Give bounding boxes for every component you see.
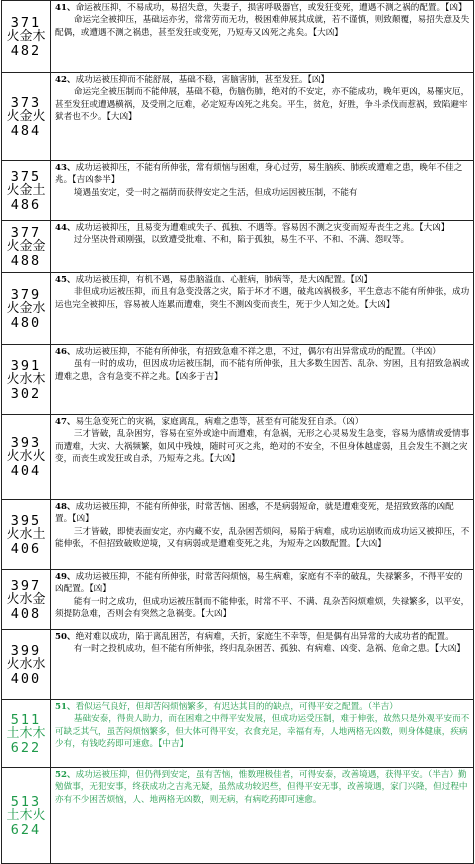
description-cell <box>51 630 474 700</box>
detail-paragraph: 三才皆破，即使表面安定，亦内藏不安，乱杂困苦烦闷，易陷于病难，成功运崩败而成功运又被抑压，不能伸张，不但招致破败逆境，又有病弱或是遭难变死之兆，为短寿之凶数配置。【大凶】 <box>55 526 470 550</box>
description-cell <box>51 500 474 570</box>
summary-paragraph <box>55 2 470 14</box>
summary-text: 看似运气良好，但却苦闷烦恼繁多，有迟达其目的的缺点，可得平安之配置。（半吉） <box>75 702 398 712</box>
summary-text: 易生急变死亡的灾祸，家庭离乱，病难之患等，甚至有可能发狂自杀。（凶） <box>75 417 364 427</box>
code-top: 399 <box>10 642 42 659</box>
description-cell <box>51 273 474 345</box>
item-number: 51、 <box>55 702 76 712</box>
number-combo-cell <box>2 1 51 73</box>
item-number: 48、 <box>55 502 76 512</box>
code-top: 397 <box>10 577 42 594</box>
detail-paragraph: 三才皆破，乱杂困穷，容易在室外或途中而遭难，有急祸，无形之心灵易发生急变，容易为感情或爱情事而遭难，大灾、大祸频繁，如风中残烛，随时可灭之兆，绝对的不安全，不但身体越虚弱，且会发生不测之灾变，而丧生或发狂或自杀，乃短寿之兆。【大凶】 <box>55 429 470 465</box>
element-name: 火金木 <box>6 28 46 44</box>
code-top: 513 <box>10 793 42 810</box>
item-number: 43、 <box>55 163 76 173</box>
summary-text: 成功运被压抑，有机不遇，易患脑溢血、心脏病，肺病等，是大凶配置。【凶】 <box>75 275 373 285</box>
code-top: 371 <box>10 14 42 31</box>
number-combo-cell <box>2 273 51 345</box>
summary-text: 成功运被压抑，不能有所伸张，时常苦闷烦恼，易生病难，家庭有不幸的破乱，失禄繁多，不得平安的凶配置。【凶】 <box>55 572 463 595</box>
summary-paragraph <box>55 631 470 643</box>
summary-paragraph <box>55 222 470 234</box>
code-top: 391 <box>10 357 42 374</box>
code-bottom: 404 <box>10 463 42 479</box>
description-cell <box>51 700 474 768</box>
description-cell <box>51 570 474 630</box>
summary-text: 命运被压抑，不易成功，易招失意，失妻子，损害呼吸器官，或发狂变死，遭遇不测之祸的配置。【凶】 <box>75 3 467 13</box>
table-row <box>2 273 474 345</box>
summary-paragraph <box>55 416 470 428</box>
number-combo-cell <box>2 570 51 630</box>
summary-text: 成功运被压抑而不能舒展，基础不稳，害脑害肺，甚至发狂。【凶】 <box>75 75 330 85</box>
code-top: 377 <box>10 224 42 241</box>
description-cell <box>51 768 474 864</box>
fortune-table <box>1 0 474 864</box>
code-top: 375 <box>10 168 42 185</box>
number-combo-cell <box>2 221 51 273</box>
summary-text: 绝对难以成功，陷于离乱困苦，有病难，夭折，家庭生不幸等，但是偶有出异常的大成功者的配置。 <box>75 632 454 642</box>
description-cell <box>51 345 474 415</box>
item-number: 42、 <box>55 75 76 85</box>
summary-text: 成功运被压抑，不能有所伸张，有招致急难不祥之患，不过，偶尔有出异常成功的配置。（半凶） <box>75 347 441 357</box>
number-combo-cell <box>2 768 51 864</box>
code-bottom: 406 <box>10 540 42 557</box>
detail-paragraph: 过分坚决骨顽刚强，以致遭受批难、不和，陷于孤独，易生不平、不和、不满、怨叹等。 <box>73 235 410 246</box>
number-combo-cell <box>2 700 51 768</box>
item-number: 52、 <box>55 770 76 780</box>
table-row <box>2 345 474 415</box>
number-combo-cell <box>2 161 51 221</box>
summary-text: 成功运被压抑，但仍得到安定，虽有苦恼，惟数理极佳者，可得安泰，改善境遇，获得平安。（半吉）勤勉做事，无犯安事，终获成功之吉兆无疑，虽然成功较迟些，但得平安无事，改善境遇，家门兴隆，但过程中亦有不少困苦烦恼，人、地两格无凶数，则无病，有病吃药即可速愈。 <box>55 770 468 805</box>
element-name: 火金火 <box>6 108 46 124</box>
summary-text: 成功运被抑压，不能有所伸张，常有烦恼与困难，身心过劳，易生脑疾、肺疾或遭难之患，晚年不佳之兆。【吉凶参半】 <box>55 163 463 186</box>
description-cell <box>51 73 474 161</box>
table-row <box>2 73 474 161</box>
code-bottom: 302 <box>10 385 42 402</box>
element-name: 火水水 <box>6 656 46 672</box>
code-bottom: 480 <box>10 314 42 331</box>
description-cell <box>51 1 474 73</box>
code-bottom: 624 <box>10 821 42 838</box>
code-top: 395 <box>10 512 42 529</box>
table-row <box>2 1 474 73</box>
summary-paragraph <box>55 501 470 526</box>
number-combo-cell <box>2 345 51 415</box>
number-combo-cell <box>2 630 51 700</box>
summary-paragraph <box>55 74 470 86</box>
description-cell <box>51 161 474 221</box>
table-row <box>2 221 474 273</box>
element-name: 土木木 <box>6 725 46 741</box>
table-row <box>2 700 474 768</box>
table-row <box>2 630 474 700</box>
number-combo-cell <box>2 500 51 570</box>
code-bottom: 622 <box>10 739 42 756</box>
detail-paragraph: 基础安泰，得贵人助力，而在困难之中得平安发展，但成功运受压制，难于伸张，故然只是外观平安而不可缺乏其气，虽苦闷烦恼繁多，但大体可得平安，衣食充足，幸福有寿，人地两格无凶数，则身体健康，疾病少有，有钱吃药即可速愈。【中吉】 <box>55 714 470 750</box>
item-number: 41、 <box>55 3 76 13</box>
table-row <box>2 161 474 221</box>
detail-paragraph: 非但成功运被压抑，而且有急变没落之灾，陷于坏才不遇，破兆凶祸极多，平生意志不能有所伸张，成功运也完全被抑压，容易被人连累而遭难，突生不测凶变而丧生，死于少人知之处。【大凶】 <box>55 287 470 310</box>
detail-paragraph: 命运完全被抑压，基础运亦劣，常常劳而无功，极困难伸展其成就，若不谨慎，则致颠覆，易招失意及失配偶，或遭遇不测之祸患，甚至发狂或变死，乃短寿又凶死之兆矣。【大凶】 <box>55 15 470 38</box>
item-number: 45、 <box>55 275 76 285</box>
element-name: 火金土 <box>6 182 46 198</box>
detail-paragraph: 境遇虽安定，受一时之福荫而获得安定之生活，但成功运因被压制，不能有 <box>73 187 358 198</box>
item-number: 50、 <box>55 632 76 642</box>
number-combo-cell <box>2 73 51 161</box>
element-name: 火金水 <box>6 300 46 316</box>
code-top: 393 <box>10 435 42 451</box>
detail-paragraph: 能有一时之成功，但成功运被压制而不能伸张，时常不平、不满、乱杂苦闷烦难烦，失禄繁多，以平安，须提防急难，否则会有突然之急祸变。【大凶】 <box>55 596 470 620</box>
item-number: 47、 <box>55 417 76 427</box>
summary-paragraph <box>55 571 470 596</box>
code-bottom: 400 <box>10 670 42 687</box>
code-top: 511 <box>10 711 42 728</box>
summary-text: 成功运被抑压，且易变为遭难或失子、孤独、不遇等。容易因不测之灾变而短寿丧生之兆。【大凶】 <box>75 223 450 233</box>
summary-paragraph <box>55 701 470 713</box>
element-name: 火水土 <box>6 526 46 542</box>
number-combo-cell <box>2 415 51 500</box>
element-name: 火金金 <box>6 238 46 254</box>
item-number: 49、 <box>55 572 76 582</box>
detail-paragraph: 有一时之投机成功，但不能有所伸张，终归乱杂困苦、孤独、有病难、凶变、急祸、危命之患。【大凶】 <box>73 644 465 655</box>
summary-paragraph <box>55 274 470 286</box>
code-top: 379 <box>10 286 42 303</box>
table-row <box>2 768 474 864</box>
summary-paragraph <box>55 162 470 187</box>
code-bottom: 486 <box>10 196 42 213</box>
element-name: 火水火 <box>6 449 46 464</box>
summary-text: 成功运被压抑，不能有所伸张，时常苦恼、困惑，不是病弱短命，就是遭难变死，是招致致落的凶配置。【凶】 <box>55 502 454 525</box>
code-bottom: 488 <box>10 252 42 269</box>
summary-paragraph <box>55 346 470 358</box>
code-bottom: 482 <box>10 42 42 59</box>
detail-paragraph: 虽有一时的成功，但因成功运被压制，而不能有所伸张，且大多数生因苦、乱杂、穷困，且有招致急祸或遭难之患，含有急变不祥之兆。【凶多于吉】 <box>55 359 470 382</box>
description-cell <box>51 415 474 500</box>
code-bottom: 484 <box>10 122 42 139</box>
description-cell <box>51 221 474 273</box>
table-row <box>2 500 474 570</box>
code-top: 373 <box>10 94 42 111</box>
detail-paragraph: 命运完全被压制而不能伸展，基础不稳，伤脑伤肺，绝对的不安定，亦不能成功，晚年更凶，易罹灾厄，甚至发狂或遭遇横祸，及受刑之厄难，必定短寿凶死之兆矣。平生，贫危，好胜，争斗杀伐而惹祸，致陷避牢狱者也不少。【大凶】 <box>55 87 470 123</box>
table-row <box>2 570 474 630</box>
table-row <box>2 415 474 500</box>
element-name: 火水木 <box>6 371 46 387</box>
item-number: 44、 <box>55 223 76 233</box>
element-name: 土木火 <box>6 807 46 823</box>
element-name: 火水金 <box>6 591 46 607</box>
code-bottom: 408 <box>10 605 42 622</box>
item-number: 46、 <box>55 347 76 357</box>
